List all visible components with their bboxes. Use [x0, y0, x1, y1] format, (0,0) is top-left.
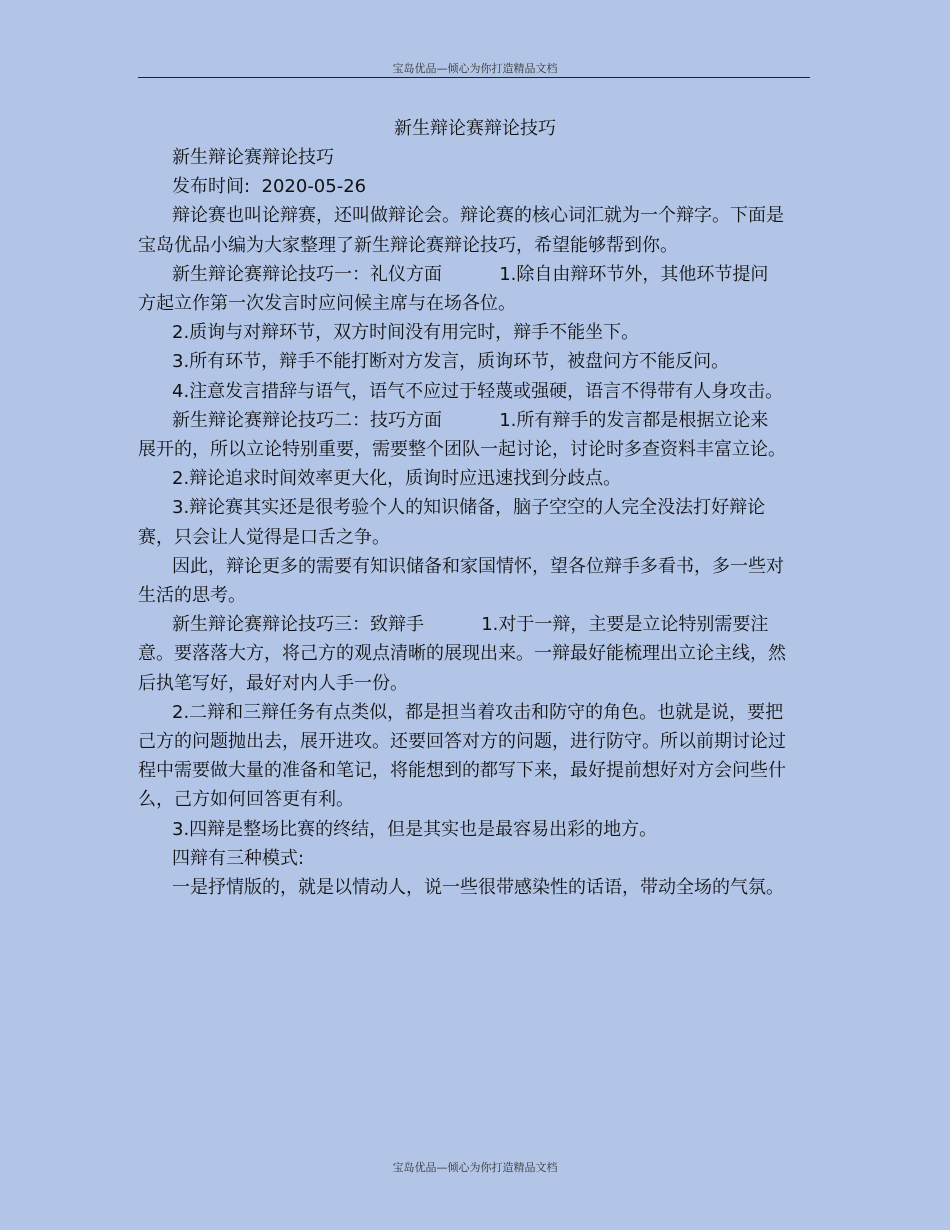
page-footer: 宝岛优品—倾心为你打造精品文档 — [392, 1161, 558, 1174]
paragraph: 新生辩论赛辩论技巧二：技巧方面 1.所有辩手的发言都是根据立论来展开的，所以立论特别重要，需要整个团队一起讨论，讨论时多查资料丰富立论。 — [138, 409, 786, 461]
paragraph: 2.质询与对辩环节，双方时间没有用完时，辩手不能坐下。 — [172, 322, 640, 344]
paragraph: 四辩有三种模式: — [172, 847, 305, 869]
paragraph: 4.注意发言措辞与语气，语气不应过于轻蔑或强硬，语言不得带有人身攻击。 — [172, 380, 784, 402]
document-body — [138, 143, 786, 902]
publish-date: 发布时间: 2020-05-26 — [172, 176, 367, 198]
page-header: 宝岛优品—倾心为你打造精品文档 — [392, 62, 558, 75]
paragraph: 新生辩论赛辩论技巧三：致辩手 1.对于一辩，主要是立论特别需要注意。要落落大方，将己方的观点清晰的展现出来。一辩最好能梳理出立论主线，然后执笔写好，最好对内人手一份。 — [138, 614, 786, 694]
paragraph: 辩论赛也叫论辩赛，还叫做辩论会。辩论赛的核心词汇就为一个辩字。下面是宝岛优品小编为大家整理了新生辩论赛辩论技巧，希望能够帮到你。 — [138, 205, 784, 256]
document-title: 新生辩论赛辩论技巧 — [394, 118, 556, 139]
paragraph: 因此，辩论更多的需要有知识储备和家国情怀，望各位辩手多看书，多一些对生活的思考。 — [138, 555, 784, 607]
paragraph: 3.所有环节，辩手不能打断对方发言，质询环节，被盘问方不能反问。 — [172, 351, 730, 373]
header-divider — [138, 77, 810, 78]
paragraph: 3.四辩是整场比赛的终结，但是其实也是最容易出彩的地方。 — [172, 818, 658, 840]
paragraph: 2.二辩和三辩任务有点类似，都是担当着攻击和防守的角色。也就是说，要把己方的问题抛出去，展开进攻。还要回答对方的问题，进行防守。所以前期讨论过程中需要做大量的准备和笔记，将能想到的都写下来，最好提前想好对方会问些什么，己方如何回答更有利。 — [138, 701, 786, 811]
paragraph: 新生辩论赛辩论技巧一：礼仪方面 1.除自由辩环节外，其他环节提问方起立作第一次发言时应问候主席与在场各位。 — [138, 263, 769, 315]
paragraph: 新生辩论赛辩论技巧 — [172, 147, 334, 168]
paragraph: 2.辩论追求时间效率更大化，质询时应迅速找到分歧点。 — [172, 468, 622, 490]
paragraph: 3.辩论赛其实还是很考验个人的知识储备，脑子空空的人完全没法打好辩论赛，只会让人觉得是口舌之争。 — [138, 497, 766, 548]
paragraph: 一是抒情版的，就是以情动人，说一些很带感染性的话语，带动全场的气氛。 — [172, 877, 784, 899]
